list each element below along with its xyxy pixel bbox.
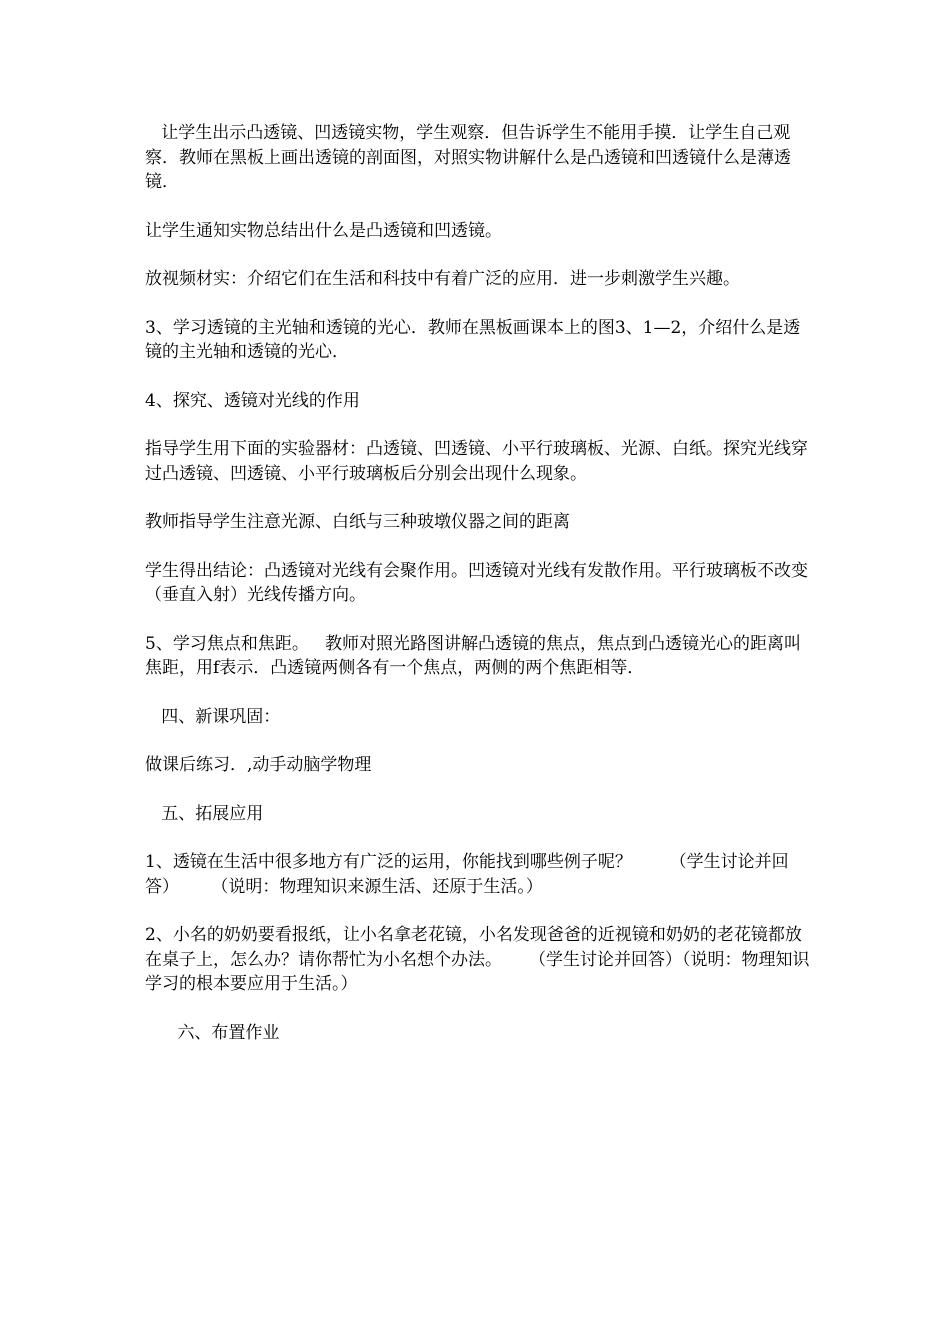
paragraph-video: 放视频材实：介绍它们在生活和科技中有着广泛的应用．进一步刺激学生兴趣。 (145, 269, 740, 289)
paragraph-question-2: 2、小名的奶奶要看报纸，让小名拿老花镜，小名发现爸爸的近视镜和奶奶的老花镜都放在桌子上，怎么办？请你帮忙为小名想个办法。 （学生讨论并回答）（说明：物理知识学习的根本要应用于生活。） (145, 925, 810, 994)
paragraph-lens-observation: 让学生出示凸透镜、凹透镜实物，学生观察．但告诉学生不能用手摸．让学生自己观察．教师在黑板上画出透镜的剖面图，对照实物讲解什么是凸透镜和凹透镜什么是薄透镜． (145, 123, 791, 192)
paragraph-teacher-guidance: 教师指导学生注意光源、白纸与三种玻墩仪器之间的距离 (145, 512, 570, 532)
paragraph-experiment-materials: 指导学生用下面的实验器材：凸透镜、凹透镜、小平行玻璃板、光源、白纸。探究光线穿过凸透镜、凹透镜、小平行玻璃板后分别会出现什么现象。 (145, 439, 808, 484)
paragraph-heading-explore: 4、探究、透镜对光线的作用 (145, 390, 360, 411)
section-heading-homework: 六、布置作业 (145, 1022, 280, 1043)
section-heading-application: 五、拓展应用 (145, 803, 264, 824)
paragraph-summary: 让学生通知实物总结出什么是凸透镜和凹透镜。 (145, 220, 502, 241)
paragraph-conclusion: 学生得出结论：凸透镜对光线有会聚作用。凹透镜对光线有发散作用。平行玻璃板不改变（垂直入射）光线传播方向。 (145, 560, 808, 605)
document-body (145, 121, 810, 1069)
paragraph-question-1: 1、透镜在生活中很多地方有广泛的运用，你能找到哪些例子呢？ （学生讨论并回答） （说明：物理知识来源生活、还原于生活。） (145, 852, 789, 897)
paragraph-optical-axis: 3、学习透镜的主光轴和透镜的光心．教师在黑板画课本上的图3、1—2，介绍什么是透镜的主光轴和透镜的光心． (145, 317, 801, 362)
paragraph-exercises: 做课后练习．,动手动脑学物理 (145, 755, 372, 775)
section-heading-consolidation: 四、新课巩固： (145, 706, 281, 727)
paragraph-focus: 5、学习焦点和焦距。 教师对照光路图讲解凸透镜的焦点，焦点到凸透镜光心的距离叫焦距，用f表示．凸透镜两侧各有一个焦点，两侧的两个焦距相等． (145, 633, 802, 678)
